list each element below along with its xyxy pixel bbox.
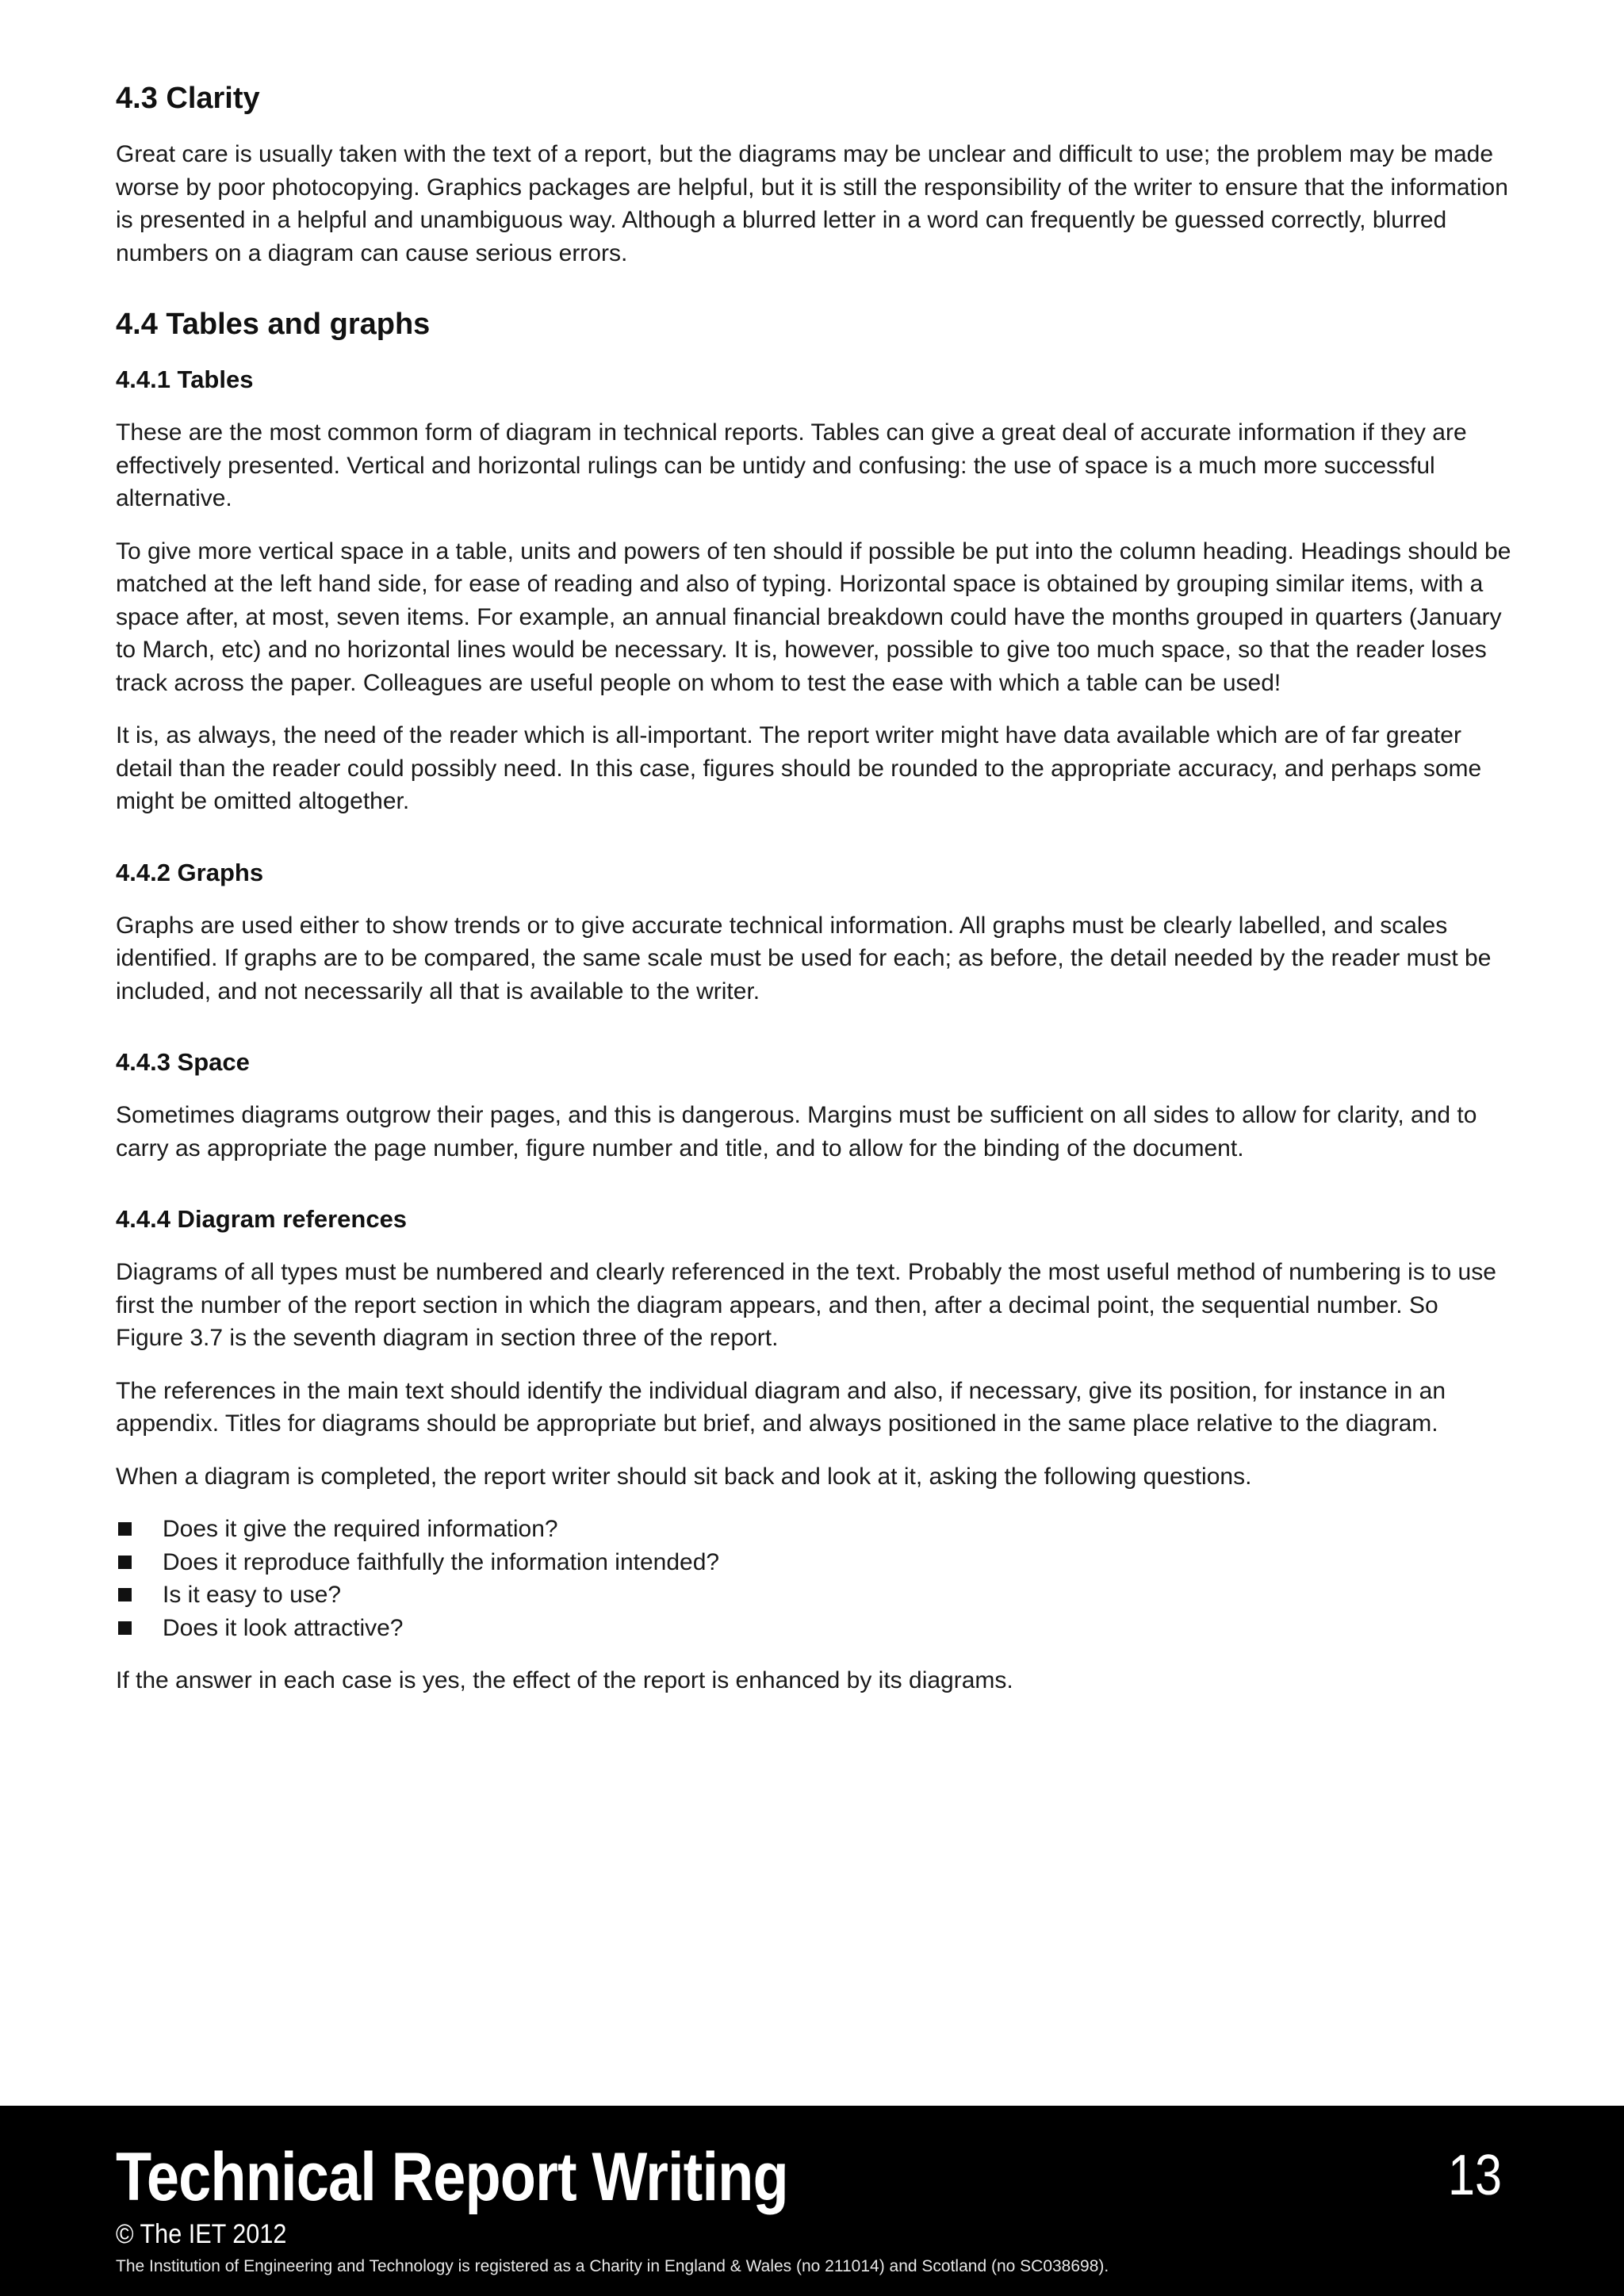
footer-title: Technical Report Writing xyxy=(116,2139,788,2215)
square-bullet-icon xyxy=(118,1588,132,1601)
list-item-text: Does it give the required information? xyxy=(163,1516,558,1542)
square-bullet-icon xyxy=(118,1522,132,1536)
list-item xyxy=(116,1578,1511,1612)
paragraph: Great care is usually taken with the text of a report, but the diagrams may be unclear and difficult to use; the problem may be made worse by poor photocopying. Graphics packages are helpful, but it is still the responsibility of the writer to ensure that the information is presented in a helpful and unambiguous way. Although a blurred letter in a word can frequently be guessed correctly, blurred numbers on a diagram can cause serious errors. xyxy=(116,141,1508,266)
charity-notice: The Institution of Engineering and Technology is registered as a Charity in England & Wales (no 211014) and Scotland (no SC038698). xyxy=(116,2257,1109,2275)
paragraph: Graphs are used either to show trends or to give accurate technical information. All graphs must be clearly labelled, and scales identified. If graphs are to be compared, the same scale must be used for each; as before, the detail needed by the reader must be included, and not necessarily all that is available to the writer. xyxy=(116,912,1492,1004)
subsection-heading-4-4-4: 4.4.4 Diagram references xyxy=(116,1205,408,1233)
paragraph: Sometimes diagrams outgrow their pages, and this is dangerous. Margins must be sufficient on all sides to allow for clarity, and to carry as appropriate the page number, figure number and title, and to allow for the binding of the document. xyxy=(116,1102,1477,1161)
page-footer xyxy=(0,2106,1624,2296)
section-heading-4-4: 4.4 Tables and graphs xyxy=(116,308,431,341)
copyright-notice: © The IET 2012 xyxy=(116,2219,287,2249)
list-item-text: Is it easy to use? xyxy=(163,1582,342,1608)
paragraph: When a diagram is completed, the report writer should sit back and look at it, asking the following questions. xyxy=(116,1463,1252,1490)
list-item-text: Does it reproduce faithfully the information intended? xyxy=(163,1548,720,1575)
list-item-text: Does it look attractive? xyxy=(163,1614,404,1641)
list-item xyxy=(116,1513,1511,1546)
page-content xyxy=(116,79,1511,1717)
square-bullet-icon xyxy=(118,1556,132,1569)
list-item xyxy=(116,1546,1511,1579)
paragraph: If the answer in each case is yes, the effect of the report is enhanced by its diagrams. xyxy=(116,1667,1013,1693)
subsection-heading-4-4-2: 4.4.2 Graphs xyxy=(116,858,264,886)
list-item xyxy=(116,1612,1511,1645)
square-bullet-icon xyxy=(118,1621,132,1635)
question-list xyxy=(116,1513,1511,1644)
subsection-heading-4-4-3: 4.4.3 Space xyxy=(116,1048,250,1076)
subsection-heading-4-4-1: 4.4.1 Tables xyxy=(116,365,254,393)
paragraph: It is, as always, the need of the reader which is all-important. The report writer might have data available which are of far greater detail than the reader could possibly need. In this case, figures should be rounded to the appropriate accuracy, and perhaps some might be omitted altogether. xyxy=(116,722,1482,814)
paragraph: Diagrams of all types must be numbered and clearly referenced in the text. Probably the most useful method of numbering is to use first the number of the report section in which the diagram appears, and then, after a decimal point, the sequential number. So Figure 3.7 is the seventh diagram in section three of the report. xyxy=(116,1259,1496,1351)
page-number: 13 xyxy=(1447,2144,1502,2207)
paragraph: To give more vertical space in a table, units and powers of ten should if possible be put into the column heading. Headings should be matched at the left hand side, for ease of reading and also of typing. Horizontal space is obtained by grouping similar items, with a space after, at most, seven items. For example, an annual financial breakdown could have the months grouped in quarters (January to March, etc) and no horizontal lines would be necessary. It is, however, possible to give too much space, so that the reader loses track across the paper. Colleagues are useful people on whom to test the ease with which a table can be used! xyxy=(116,538,1511,696)
paragraph: These are the most common form of diagram in technical reports. Tables can give a great deal of accurate information if they are effectively presented. Vertical and horizontal rulings can be untidy and confusing: the use of space is a much more successful alternative. xyxy=(116,419,1467,511)
paragraph: The references in the main text should identify the individual diagram and also, if necessary, give its position, for instance in an appendix. Titles for diagrams should be appropriate but brief, and always positioned in the same place relative to the diagram. xyxy=(116,1377,1446,1437)
section-heading-4-3: 4.3 Clarity xyxy=(116,82,260,115)
